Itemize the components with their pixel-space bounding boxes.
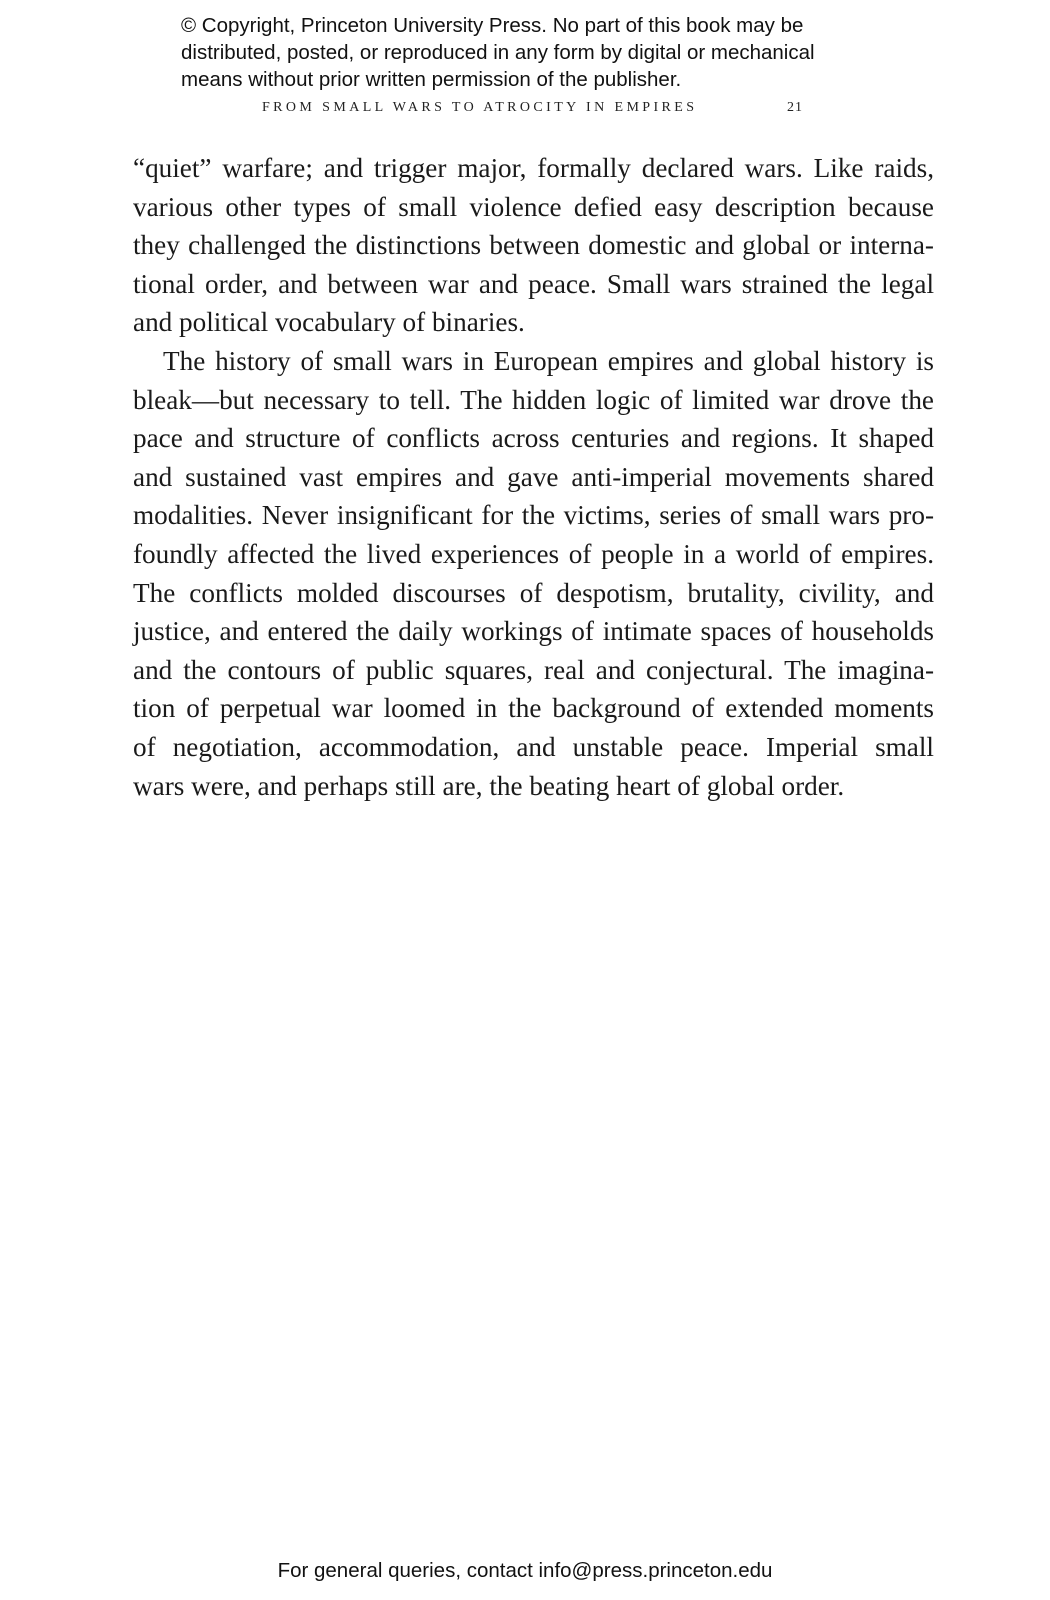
text-line: and the contours of public squares, real and conjectural. The imagina- xyxy=(133,654,934,685)
copyright-line: distributed, posted, or reproduced in any form by digital or mechanical xyxy=(181,41,815,64)
text-line: and sustained vast empires and gave anti-imperial movements shared xyxy=(133,461,934,492)
page-number: 21 xyxy=(787,100,803,115)
text-line: justice, and entered the daily workings of intimate spaces of households xyxy=(133,616,934,647)
text-line: of negotiation, accommodation, and unstable peace. Imperial small xyxy=(133,731,934,762)
paragraph xyxy=(133,342,934,805)
text-line: tional order, and between war and peace. Small wars strained the legal xyxy=(133,268,934,299)
text-line: various other types of small violence defied easy description because xyxy=(133,191,934,222)
running-head-title: FROM SMALL WARS TO ATROCITY IN EMPIRES xyxy=(262,100,698,115)
copyright-line: © Copyright, Princeton University Press. No part of this book may be xyxy=(181,14,804,37)
text-line: and political vocabulary of binaries. xyxy=(133,307,525,338)
text-line: modalities. Never insignificant for the victims, series of small wars pro- xyxy=(133,500,934,531)
running-head xyxy=(262,100,822,116)
text-line: foundly affected the lived experiences of people in a world of empires. xyxy=(133,538,934,569)
text-line: tion of perpetual war loomed in the background of extended moments xyxy=(133,693,934,724)
text-line: The history of small wars in European empires and global history is xyxy=(163,345,934,376)
text-line: “quiet” warfare; and trigger major, formally declared wars. Like raids, xyxy=(133,153,934,183)
copyright-line: means without prior written permission of the publisher. xyxy=(181,68,682,91)
text-line: The conflicts molded discourses of despotism, brutality, civility, and xyxy=(133,577,934,608)
body-text xyxy=(133,149,934,805)
text-line: bleak—but necessary to tell. The hidden logic of limited war drove the xyxy=(133,384,934,415)
text-line: wars were, and perhaps still are, the beating heart of global order. xyxy=(133,770,845,801)
copyright-notice xyxy=(181,12,921,93)
text-line: they challenged the distinctions between domestic and global or interna- xyxy=(133,230,934,261)
paragraph xyxy=(133,149,934,342)
footer-contact: For general queries, contact info@press.princeton.edu xyxy=(277,1559,773,1582)
text-line: pace and structure of conflicts across centuries and regions. It shaped xyxy=(133,423,934,454)
